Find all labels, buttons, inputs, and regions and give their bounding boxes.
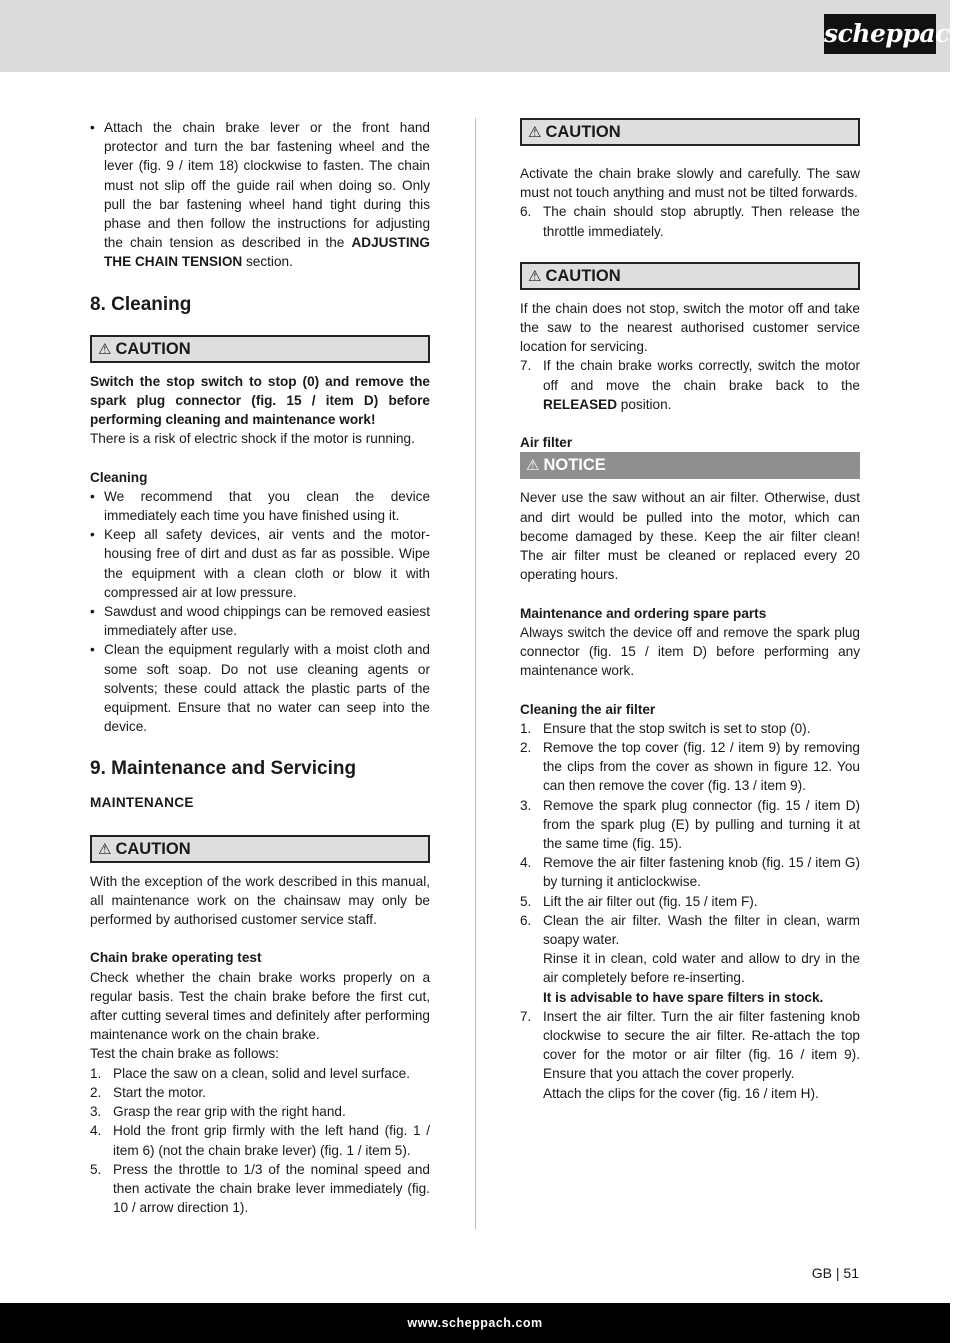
list-item: 1. Place the saw on a clean, solid and level surface. <box>90 1065 410 1081</box>
list-item: 6. The chain should stop abruptly. Then release the throttle immediately. <box>520 204 860 239</box>
list-item: 7. Insert the air filter. Turn the air filter fastening knob clockwise to secure the air filter. Re-attach the top cover for the motor or air filter (fig. 16 / item 9). Ensure that you attach the cover properly. <box>520 1008 860 1082</box>
list-item: 4. Hold the front grip firmly with the left hand (fig. 1 / item 6) (not the chain brake lever) (fig. 1 / item 5). <box>90 1123 430 1158</box>
scheppach-logo: scheppach <box>824 14 936 54</box>
caution-cleaning-bold: Switch the stop switch to stop (0) and remove the spark plug connector (fig. 15 / item D) before performing cleaning and maintenance work! <box>90 373 430 428</box>
list-item: • We recommend that you clean the device immediately each time you have finished using it. <box>90 487 430 525</box>
warning-triangle-icon: ⚠ <box>98 339 112 358</box>
notice-air-filter-text: Never use the saw without an air filter. Otherwise, dust and dirt would be pulled into the motor, which can become damaged by these. Keep the air filter clean! The air filter must be cleaned or replaced every 20 operating hours. <box>520 490 860 583</box>
header-bar <box>0 0 967 72</box>
list-item: 2. Start the motor. <box>90 1084 206 1100</box>
column-divider <box>475 118 476 1230</box>
air-filter-subtitle: Air filter <box>520 435 573 451</box>
list-item: • Keep all safety devices, air vents and the motor-housing free of dirt and dust as far as possible. Wipe the equipment with a clean cloth or blow it with compressed air at low pressure. <box>90 525 430 602</box>
list-item: 2. Remove the top cover (fig. 12 / item 9) by removing the clips from the cover as shown in figure 12. You can then remove the cover (fig. 13 / item 9). <box>520 740 860 794</box>
caution-box-brake: ⚠ CAUTION <box>520 118 860 146</box>
warning-triangle-icon: ⚠ <box>526 456 540 475</box>
cleaning-subtitle: Cleaning <box>90 469 148 485</box>
footer-bar <box>0 1303 950 1343</box>
caution-cleaning-text: There is a risk of electric shock if the motor is running. <box>90 431 415 447</box>
list-item: 1. Ensure that the stop switch is set to stop (0). <box>520 720 811 736</box>
notice-box-air-filter: ⚠ NOTICE <box>520 452 860 479</box>
brake-test-intro: Test the chain brake as follows: <box>90 1046 279 1062</box>
page-number: GB | 51 <box>811 1265 859 1281</box>
warning-triangle-icon: ⚠ <box>98 839 112 858</box>
caution-chain-stop-text: If the chain does not stop, switch the motor off and take the saw to the nearest authorised customer service location for servicing. <box>520 300 860 355</box>
maintenance-label: MAINTENANCE <box>90 795 194 811</box>
list-item-continuation: Rinse it in clean, cold water and allow to dry in the air completely before re-inserting. <box>543 951 860 986</box>
caution-brake-text: Activate the chain brake slowly and carefully. The saw must not touch anything and must not be tilted forwards. <box>520 166 860 201</box>
brake-test-subtitle: Chain brake operating test <box>90 950 262 966</box>
list-item: 4. Remove the air filter fastening knob (fig. 15 / item G) by turning it anticlockwise. <box>520 855 860 890</box>
air-filter-cleaning-subtitle: Cleaning the air filter <box>520 701 656 717</box>
caution-box-chain-stop: ⚠ CAUTION <box>520 262 860 290</box>
intro-bullet: • Attach the chain brake lever or the front hand protector and turn the bar fastening wheel and the lever (fig. 9 / item 18) clockwise to fasten. The chain must not slip off the guide rail when doing so. Only pull the bar fastening wheel hand tight during this phase and then follow the instructions for adjusting the chain tension as described in the ADJUSTING THE CHAIN TENSION section. <box>90 118 430 272</box>
spare-parts-subtitle: Maintenance and ordering spare parts <box>520 605 767 621</box>
spare-parts-text: Always switch the device off and remove the spark plug connector (fig. 15 / item D) before performing any maintenance work. <box>520 624 860 679</box>
list-item: 7. If the chain brake works correctly, switch the motor off and move the chain brake back to the RELEASED position. <box>520 358 860 412</box>
list-item: • Clean the equipment regularly with a moist cloth and some soft soap. Do not use cleaning agents or solvents; these could attack the plastic parts of the equipment. Ensure that no water can seep into the device. <box>90 640 430 736</box>
caution-box-maintenance: ⚠ CAUTION <box>90 835 430 863</box>
list-item: • Sawdust and wood chippings can be removed easiest immediately after use. <box>90 602 430 640</box>
brake-test-text: Check whether the chain brake works properly on a regular basis. Test the chain brake before the first cut, after cutting several times and definitely after performing maintenance work on the chain brake. <box>90 969 430 1043</box>
section-8-title: 8. Cleaning <box>90 293 192 315</box>
right-column <box>520 118 860 1103</box>
list-item-continuation-bold: It is advisable to have spare filters in stock. <box>543 989 824 1005</box>
footer-url[interactable]: www.scheppach.com <box>407 1316 543 1330</box>
caution-maintenance-text: With the exception of the work described in this manual, all maintenance work on the chainsaw may only be performed by authorised customer service staff. <box>90 873 430 928</box>
warning-triangle-icon: ⚠ <box>528 123 542 141</box>
left-column <box>90 118 430 1217</box>
list-item: 6. Clean the air filter. Wash the filter in clean, warm soapy water. <box>520 912 860 948</box>
list-item: 3. Grasp the rear grip with the right hand. <box>90 1104 346 1120</box>
list-item: 3. Remove the spark plug connector (fig. 15 / item D) from the spark plug (E) by pulling and turning it at the same time (fig. 15). <box>520 797 860 852</box>
list-item: 5. Lift the air filter out (fig. 15 / item F). <box>520 893 758 909</box>
list-item-continuation: Attach the clips for the cover (fig. 16 / item H). <box>543 1085 819 1101</box>
list-item: 5. Press the throttle to 1/3 of the nominal speed and then activate the chain brake lever immediately (fig. 10 / arrow direction 1). <box>90 1161 430 1216</box>
warning-triangle-icon: ⚠ <box>528 266 542 285</box>
section-9-title: 9. Maintenance and Servicing <box>90 758 357 780</box>
caution-box-cleaning: ⚠ CAUTION <box>90 335 430 363</box>
